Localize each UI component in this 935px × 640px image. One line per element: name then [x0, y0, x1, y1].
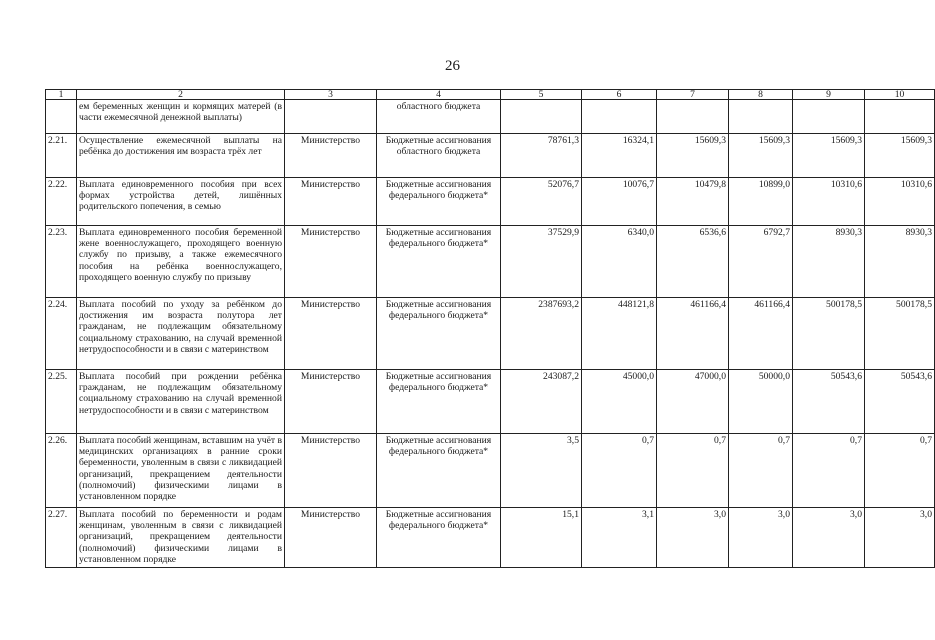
item-value: 37529,9 [501, 226, 582, 298]
item-value: 15609,3 [865, 134, 935, 178]
item-funding-source: Бюджетные ассигнования федерального бюджета* [377, 298, 501, 370]
page-number: 26 [445, 58, 460, 74]
item-number: 2.21. [46, 134, 77, 178]
item-executor: Министерство [285, 226, 377, 298]
column-header: 4 [377, 90, 501, 100]
column-header: 8 [729, 90, 793, 100]
column-header: 10 [865, 90, 935, 100]
item-description: Выплата пособий по беременности и родам женщинам, уволенным в связи с ликвидацией организаций, прекращением деятельности (полномочий) физическими лицами в установленном порядке [77, 508, 285, 568]
item-number: 2.24. [46, 298, 77, 370]
column-header: 7 [657, 90, 729, 100]
item-value: 50543,6 [793, 370, 865, 434]
item-description: Выплата единовременного пособия при всех формах устройства детей, лишённых родительского попечения, в семью [77, 178, 285, 226]
item-executor: Министерство [285, 298, 377, 370]
table-body [46, 100, 935, 568]
item-value: 3,1 [582, 508, 657, 568]
item-value: 6536,6 [657, 226, 729, 298]
item-executor: Министерство [285, 370, 377, 434]
item-value: 10310,6 [793, 178, 865, 226]
item-value: 50543,6 [865, 370, 935, 434]
item-funding-source: Бюджетные ассигнования федерального бюджета* [377, 226, 501, 298]
column-number-row [46, 90, 935, 100]
item-value: 3,0 [865, 508, 935, 568]
item-value: 0,7 [657, 434, 729, 508]
column-header: 6 [582, 90, 657, 100]
item-funding-source: Бюджетные ассигнования областного бюджета [377, 134, 501, 178]
item-value: 500178,5 [793, 298, 865, 370]
item-value: 16324,1 [582, 134, 657, 178]
item-value: 50000,0 [729, 370, 793, 434]
item-value: 15609,3 [657, 134, 729, 178]
item-value [729, 100, 793, 134]
item-description: Выплата пособий женщинам, вставшим на учёт в медицинских организациях в ранние сроки беременности, уволенным в связи с ликвидацией организаций, прекращением деятельности (полномочий) физическими лицами в установленном порядке [77, 434, 285, 508]
item-description: Выплата пособий при рождении ребёнка гражданам, не подлежащим обязательному социальному страхованию на случай временной нетрудоспособности и в связи с материнством [77, 370, 285, 434]
item-funding-source: областного бюджета [377, 100, 501, 134]
item-value: 0,7 [729, 434, 793, 508]
column-header: 5 [501, 90, 582, 100]
table-row [46, 226, 935, 298]
column-header: 2 [77, 90, 285, 100]
item-value: 78761,3 [501, 134, 582, 178]
item-executor: Министерство [285, 178, 377, 226]
item-value: 10479,8 [657, 178, 729, 226]
item-value [793, 100, 865, 134]
item-value: 3,0 [657, 508, 729, 568]
item-number: 2.25. [46, 370, 77, 434]
item-value: 10310,6 [865, 178, 935, 226]
item-value: 8930,3 [793, 226, 865, 298]
table-row [46, 370, 935, 434]
item-value: 45000,0 [582, 370, 657, 434]
item-value: 15,1 [501, 508, 582, 568]
item-number: 2.23. [46, 226, 77, 298]
table-row [46, 178, 935, 226]
item-value: 2387693,2 [501, 298, 582, 370]
item-executor: Министерство [285, 434, 377, 508]
item-value: 3,5 [501, 434, 582, 508]
column-header: 3 [285, 90, 377, 100]
item-funding-source: Бюджетные ассигнования федерального бюджета* [377, 508, 501, 568]
item-value: 461166,4 [729, 298, 793, 370]
item-value: 243087,2 [501, 370, 582, 434]
column-header: 9 [793, 90, 865, 100]
item-value: 47000,0 [657, 370, 729, 434]
item-number: 2.27. [46, 508, 77, 568]
column-header: 1 [46, 90, 77, 100]
item-number: 2.22. [46, 178, 77, 226]
item-value: 0,7 [793, 434, 865, 508]
item-value: 10076,7 [582, 178, 657, 226]
item-value: 10899,0 [729, 178, 793, 226]
item-value: 15609,3 [793, 134, 865, 178]
item-value: 0,7 [865, 434, 935, 508]
item-value: 15609,3 [729, 134, 793, 178]
item-number [46, 100, 77, 134]
item-executor: Министерство [285, 508, 377, 568]
item-value: 461166,4 [657, 298, 729, 370]
item-value: 3,0 [793, 508, 865, 568]
table-row [46, 298, 935, 370]
item-value: 0,7 [582, 434, 657, 508]
item-number: 2.26. [46, 434, 77, 508]
item-executor: Министерство [285, 134, 377, 178]
table-row [46, 434, 935, 508]
item-value: 448121,8 [582, 298, 657, 370]
item-funding-source: Бюджетные ассигнования федерального бюджета* [377, 370, 501, 434]
item-description: ем беременных женщин и кормящих матерей (в части ежемесячной денежной выплаты) [77, 100, 285, 134]
item-description: Выплата пособий по уходу за ребёнком до достижения им возраста полутора лет гражданам, не подлежащим обязательному социальному страхованию, на случай временной нетрудоспособности и в связи с материнством [77, 298, 285, 370]
item-description: Осуществление ежемесячной выплаты на ребёнка до достижения им возраста трёх лет [77, 134, 285, 178]
item-funding-source: Бюджетные ассигнования федерального бюджета* [377, 178, 501, 226]
item-value: 3,0 [729, 508, 793, 568]
table-row [46, 100, 935, 134]
table-row [46, 508, 935, 568]
item-value: 52076,7 [501, 178, 582, 226]
item-value [865, 100, 935, 134]
item-value [657, 100, 729, 134]
item-executor [285, 100, 377, 134]
item-value: 6792,7 [729, 226, 793, 298]
program-table [45, 89, 935, 568]
item-value [501, 100, 582, 134]
item-description: Выплата единовременного пособия беременной жене военнослужащего, проходящего военную службу по призыву, а также ежемесячного пособия на ребёнка военнослужащего, проходящего военную службу по призыву [77, 226, 285, 298]
item-funding-source: Бюджетные ассигнования федерального бюджета* [377, 434, 501, 508]
item-value: 8930,3 [865, 226, 935, 298]
item-value [582, 100, 657, 134]
item-value: 500178,5 [865, 298, 935, 370]
item-value: 6340,0 [582, 226, 657, 298]
table-row [46, 134, 935, 178]
